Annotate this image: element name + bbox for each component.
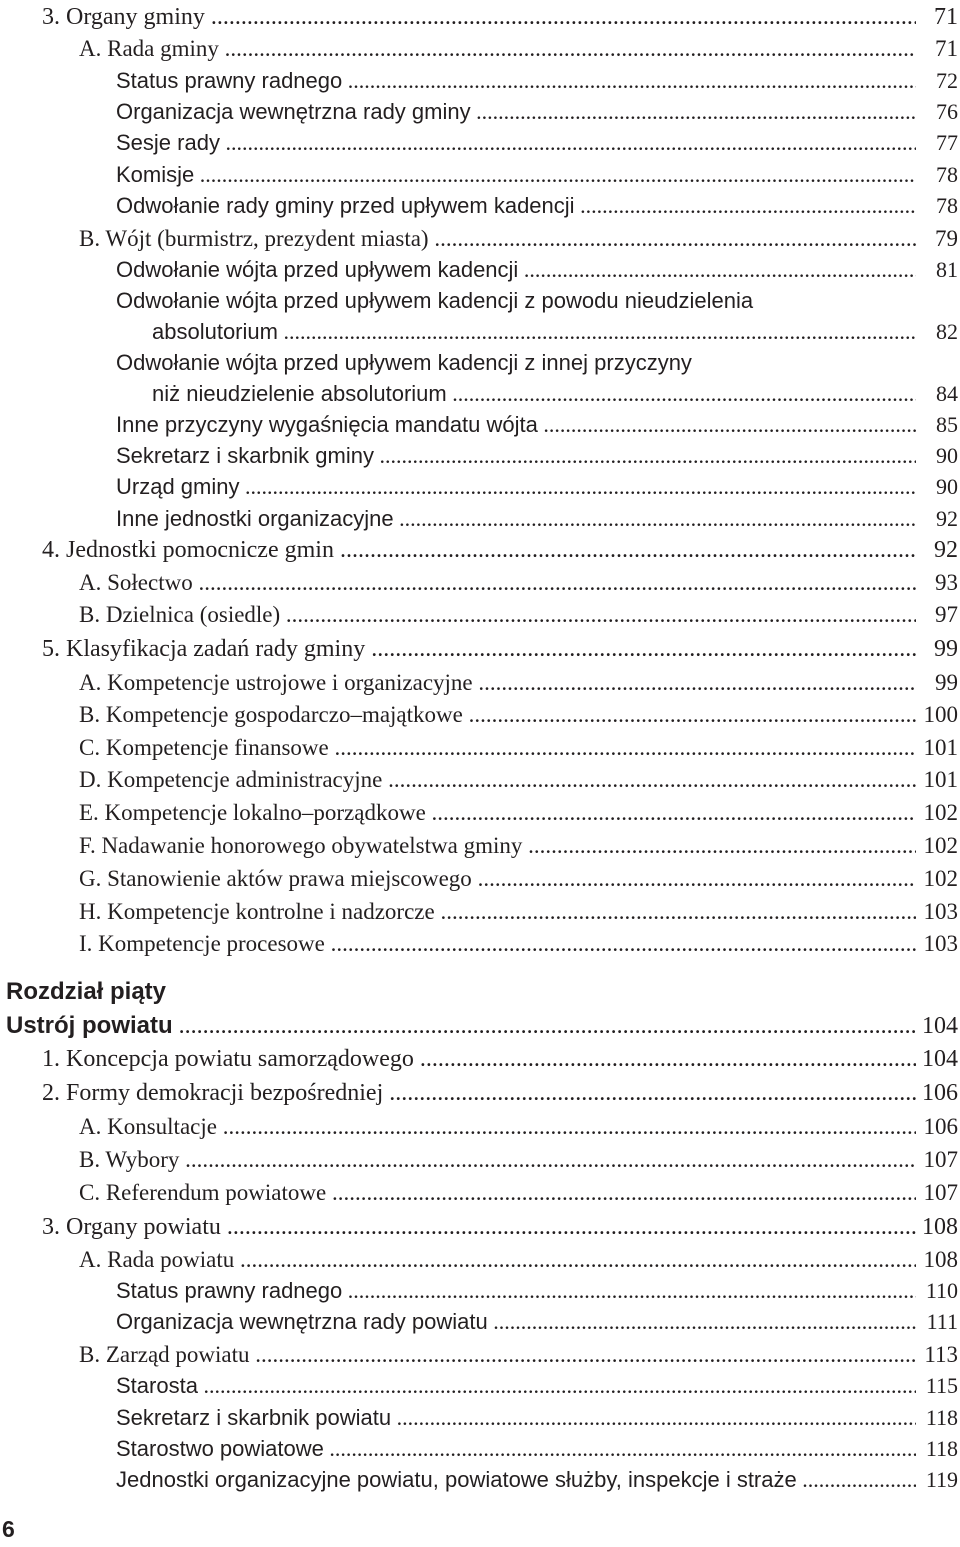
toc-entry-title: Odwołanie wójta przed upływem kadencji z powodu nieudzielenia xyxy=(116,288,754,313)
toc-entry xyxy=(116,346,960,380)
toc-entry-title: Organizacja wewnętrzna rady gminy ..... xyxy=(116,95,916,129)
toc-entry-title: Odwołanie wójta przed upływem kadencji ..... xyxy=(116,253,916,287)
toc-entry-title: F. Nadawanie honorowego obywatelstwa gminy ..... xyxy=(79,829,916,863)
toc-entry xyxy=(79,1338,960,1372)
toc-entry xyxy=(116,502,960,536)
toc-entry xyxy=(116,470,960,504)
toc-entry-title: A. Rada powiatu ..... xyxy=(79,1243,916,1277)
toc-entry-page-number: 111 xyxy=(926,1309,958,1334)
toc-entry-page-number: 113 xyxy=(924,1342,958,1367)
toc-entry-page-number: 76 xyxy=(936,99,958,124)
toc-entry-page-number: 84 xyxy=(936,381,958,406)
toc-entry-title: B. Zarząd powiatu ..... xyxy=(79,1338,916,1372)
toc-chapter-heading xyxy=(6,1009,960,1043)
toc-entry-title: Rozdział piąty xyxy=(6,978,167,1005)
toc-entry-page-number: 103 xyxy=(923,899,958,924)
toc-entry-title: A. Rada gminy ..... xyxy=(79,32,916,66)
toc-entry-page-number: 100 xyxy=(923,702,958,727)
toc-entry xyxy=(116,1369,960,1403)
toc-entry-page-number: 107 xyxy=(923,1147,958,1172)
toc-entry xyxy=(116,95,960,129)
toc-entry xyxy=(79,1176,960,1210)
toc-entry-page-number: 71 xyxy=(935,36,958,61)
toc-entry-page-number: 90 xyxy=(936,474,958,499)
toc-entry xyxy=(116,284,960,318)
toc-entry-page-number: 106 xyxy=(922,1080,958,1106)
toc-entry-title: Status prawny radnego ..... xyxy=(116,64,916,98)
toc-entry xyxy=(42,1210,960,1244)
toc-entry-page-number: 101 xyxy=(923,735,958,760)
toc-entry xyxy=(116,126,960,160)
toc-entry-page-number: 102 xyxy=(923,833,958,858)
toc-entry-page-number: 119 xyxy=(925,1467,958,1492)
toc-entry-page-number: 97 xyxy=(935,602,958,627)
toc-entry-title: 4. Jednostki pomocnicze gmin ..... xyxy=(42,533,916,567)
toc-entry-title: B. Wybory ..... xyxy=(79,1143,916,1177)
toc-entry-page-number: 101 xyxy=(923,767,958,792)
toc-entry xyxy=(79,566,960,600)
toc-entry-title: 3. Organy gminy ..... xyxy=(42,0,916,34)
toc-entry-title: Urząd gminy ..... xyxy=(116,470,916,504)
toc-entry xyxy=(79,796,960,830)
toc-entry-page-number: 81 xyxy=(936,257,958,282)
toc-entry-page-number: 108 xyxy=(923,1247,958,1272)
toc-entry-page-number: 99 xyxy=(934,636,958,662)
toc-entry xyxy=(116,253,960,287)
toc-entry xyxy=(116,189,960,223)
toc-entry-page-number: 107 xyxy=(923,1180,958,1205)
toc-entry-title: C. Referendum powiatowe ..... xyxy=(79,1176,916,1210)
toc-entry xyxy=(79,731,960,765)
toc-entry xyxy=(42,1076,960,1110)
toc-entry-title: 5. Klasyfikacja zadań rady gminy ..... xyxy=(42,632,916,666)
toc-entry-title: Jednostki organizacyjne powiatu, powiatowe służby, inspekcje i straże ..... xyxy=(116,1463,916,1497)
toc-entry xyxy=(42,0,960,34)
toc-entry xyxy=(152,315,960,349)
toc-entry-page-number: 118 xyxy=(925,1436,958,1461)
toc-entry-title: A. Sołectwo ..... xyxy=(79,566,916,600)
toc-entry-page-number: 99 xyxy=(935,670,958,695)
toc-entry xyxy=(79,1110,960,1144)
toc-entry-title: D. Kompetencje administracyjne ..... xyxy=(79,763,916,797)
toc-entry xyxy=(79,698,960,732)
toc-entry-title: Sesje rady ..... xyxy=(116,126,916,160)
toc-entry-page-number: 102 xyxy=(923,866,958,891)
toc-entry-title: H. Kompetencje kontrolne i nadzorcze ..... xyxy=(79,895,916,929)
toc-entry xyxy=(79,32,960,66)
toc-entry xyxy=(152,377,960,411)
toc-entry xyxy=(79,598,960,632)
toc-entry-page-number: 79 xyxy=(935,226,958,251)
toc-chapter-heading xyxy=(6,975,960,1009)
toc-entry-page-number: 93 xyxy=(935,570,958,595)
toc-entry-title: Komisje ..... xyxy=(116,158,916,192)
toc-entry-page-number: 82 xyxy=(936,319,958,344)
toc-entry-title: Status prawny radnego ..... xyxy=(116,1274,916,1308)
toc-entry-page-number: 108 xyxy=(922,1214,958,1240)
toc-entry xyxy=(42,533,960,567)
toc-entry xyxy=(79,895,960,929)
toc-entry-title: 2. Formy demokracji bezpośredniej ..... xyxy=(42,1076,916,1110)
toc-entry-page-number: 92 xyxy=(936,506,958,531)
toc-entry-title: absolutorium ..... xyxy=(152,315,916,349)
toc-entry-title: Inne przyczyny wygaśnięcia mandatu wójta ..... xyxy=(116,408,916,442)
toc-entry xyxy=(79,927,960,961)
toc-entry xyxy=(42,1042,960,1076)
toc-entry-title: Sekretarz i skarbnik powiatu ..... xyxy=(116,1401,916,1435)
toc-entry xyxy=(79,829,960,863)
toc-entry-page-number: 90 xyxy=(936,443,958,468)
toc-entry-title: B. Wójt (burmistrz, prezydent miasta) ..... xyxy=(79,222,916,256)
toc-entry-title: B. Kompetencje gospodarczo–majątkowe ..... xyxy=(79,698,916,732)
toc-entry xyxy=(116,408,960,442)
toc-entry-title: Odwołanie wójta przed upływem kadencji z innej przyczyny xyxy=(116,350,692,375)
toc-entry-title: Starostwo powiatowe ..... xyxy=(116,1432,916,1466)
toc-entry-title: Organizacja wewnętrzna rady powiatu ..... xyxy=(116,1305,916,1339)
toc-entry xyxy=(116,158,960,192)
toc-entry-title: C. Kompetencje finansowe ..... xyxy=(79,731,916,765)
toc-entry-title: 3. Organy powiatu ..... xyxy=(42,1210,916,1244)
toc-entry xyxy=(116,1274,960,1308)
toc-entry-title: A. Konsultacje ..... xyxy=(79,1110,916,1144)
toc-entry-page-number: 71 xyxy=(934,4,958,30)
toc-entry-page-number: 85 xyxy=(936,412,958,437)
toc-entry xyxy=(116,1401,960,1435)
toc-entry xyxy=(79,862,960,896)
toc-entry-page-number: 104 xyxy=(922,1046,958,1072)
toc-entry-page-number: 104 xyxy=(922,1013,958,1039)
toc-entry-page-number: 102 xyxy=(923,800,958,825)
toc-entry-page-number: 103 xyxy=(923,931,958,956)
toc-entry-page-number: 77 xyxy=(936,130,958,155)
page-number: 6 xyxy=(2,1516,15,1542)
toc-entry xyxy=(79,763,960,797)
toc-entry-title: Odwołanie rady gminy przed upływem kadencji ..... xyxy=(116,189,916,223)
toc-entry-title: Sekretarz i skarbnik gminy ..... xyxy=(116,439,916,473)
toc-entry-page-number: 92 xyxy=(934,537,958,563)
toc-entry-page-number: 78 xyxy=(936,193,958,218)
toc-entry xyxy=(79,1243,960,1277)
toc-entry-title: Starosta ..... xyxy=(116,1369,916,1403)
toc-entry xyxy=(79,222,960,256)
toc-entry-title: B. Dzielnica (osiedle) ..... xyxy=(79,598,916,632)
toc-entry xyxy=(116,64,960,98)
toc-entry xyxy=(116,439,960,473)
toc-entry-page-number: 72 xyxy=(936,68,958,93)
toc-entry xyxy=(116,1305,960,1339)
toc-entry-page-number: 118 xyxy=(925,1405,958,1430)
toc-entry-page-number: 106 xyxy=(923,1114,958,1139)
toc-entry-page-number: 110 xyxy=(925,1278,958,1303)
toc-entry xyxy=(42,632,960,666)
toc-entry-page-number: 78 xyxy=(936,162,958,187)
toc-entry-title: 1. Koncepcja powiatu samorządowego ..... xyxy=(42,1042,916,1076)
toc-entry-title: Ustrój powiatu ..... xyxy=(6,1009,916,1043)
toc-entry xyxy=(116,1432,960,1466)
toc-entry-title: A. Kompetencje ustrojowe i organizacyjne ..... xyxy=(79,666,916,700)
toc-entry-title: Inne jednostki organizacyjne ..... xyxy=(116,502,916,536)
toc-entry-title: niż nieudzielenie absolutorium ..... xyxy=(152,377,916,411)
toc-entry-page-number: 115 xyxy=(925,1373,958,1398)
toc-entry xyxy=(116,1463,960,1497)
toc-entry-title: I. Kompetencje procesowe ..... xyxy=(79,927,916,961)
toc-entry-title: E. Kompetencje lokalno–porządkowe ..... xyxy=(79,796,916,830)
toc-entry xyxy=(79,1143,960,1177)
toc-entry-title: G. Stanowienie aktów prawa miejscowego ..... xyxy=(79,862,916,896)
toc-entry xyxy=(79,666,960,700)
